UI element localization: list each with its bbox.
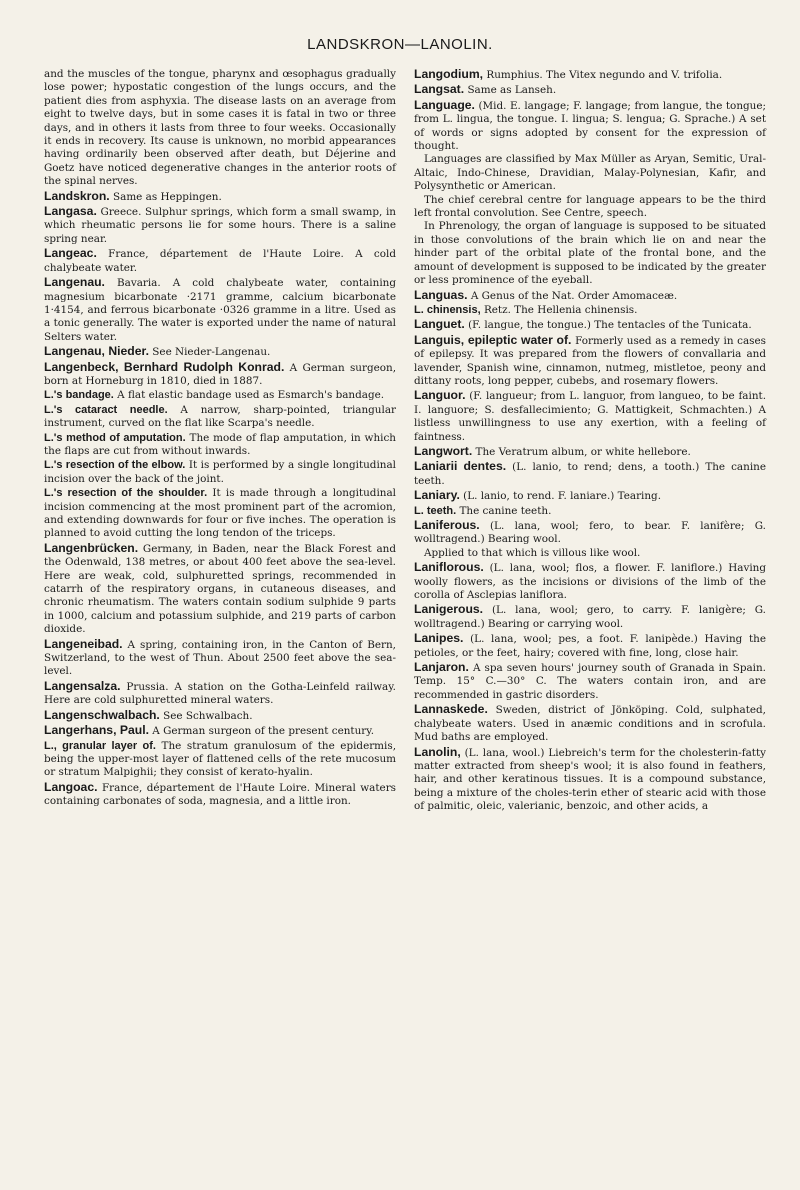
entry-headword: Langeac. (44, 246, 97, 261)
entry-headword: Lanipes. (414, 631, 464, 646)
entry-definition: (L. lanio, to rend. F. laniare.) Tearing. (463, 490, 662, 503)
entry-definition: It is made through a longitudinal incision commencing at the most prominent part of the acromion, and extending downwards for four or five inches. The operation is planned to avoid cutting the long tendon of the triceps. (44, 487, 396, 540)
entry-headword: Languis, epileptic water of. (414, 332, 572, 347)
entry-definition: A Genus of the Nat. Order Amomaceæ. (470, 289, 678, 302)
dictionary-entry (414, 445, 766, 459)
entry-definition: Prussia. A station on the Gotha-Leinfeld railway. Here are cold sulphuretted mineral waters. (44, 680, 396, 707)
entry-definition: (Mid. E. langage; F. langage; from langue, the tongue; from L. lingua, the tongue. I. lingua; S. lengua; G. Sprache.) A set of words or signs adopted by consent for the expression of thought. (414, 99, 767, 153)
dictionary-entry (414, 318, 766, 332)
entry-paragraph: The chief cerebral centre for language appears to be the third left frontal convolution. See Centre, speech. (414, 193, 766, 220)
entry-definition: (F. langue, the tongue.) The tentacles of the Tunicata. (468, 319, 752, 332)
dictionary-entry (44, 205, 396, 246)
dictionary-entry (414, 68, 766, 82)
entry-headword: L.'s resection of the shoulder. (44, 487, 208, 500)
entry-headword: Laniarii dentes. (414, 459, 507, 474)
entry-headword: Langenau. (44, 275, 105, 290)
entry-headword: Lannaskede. (414, 702, 488, 717)
dictionary-entry (414, 334, 766, 389)
dictionary-entry (44, 247, 396, 275)
dictionary-entry (414, 746, 766, 814)
entry-headword: Language. (414, 97, 475, 112)
entry-paragraph: Languages are classified by Max Müller as Aryan, Semitic, Ural-Altaic, Indo-Chinese, Dravidian, Malay-Polynesian, Kafir, and Polysynthetic or American. (414, 153, 766, 193)
dictionary-entry (44, 68, 396, 189)
dictionary-entry (44, 724, 396, 738)
entry-definition: Bavaria. A cold chalybeate water, containing magnesium bicarbonate ·2171 gramme, calcium bicarbonate 1·4154, and ferrous bicarbonate ·0326 gramme in a litre. Used as a tonic generally. The water is exported under the name of natural Selters water. (44, 277, 396, 343)
dictionary-entry (44, 361, 396, 389)
entry-definition: France, département de l'Haute Loire. Mineral waters containing carbonates of soda, magnesia, and a little iron. (44, 781, 396, 808)
entry-definition: (L. lanio, to rend; dens, a tooth.) The canine teeth. (414, 461, 766, 487)
dictionary-entry (414, 83, 766, 97)
entry-headword: Languet. (414, 317, 465, 332)
dictionary-entry (44, 781, 396, 809)
dictionary-entry (414, 389, 766, 444)
entry-definition: The mode of flap amputation, in which the flaps are cut from without inwards. (44, 431, 396, 457)
entry-definition: Rumphius. The Vitex negundo and V. trifolia. (486, 69, 723, 81)
entry-definition: Greece. Sulphur springs, which form a small swamp, in which rheumatic persons lie for some hours. There is a saline spring near. (44, 206, 396, 245)
dictionary-entry (44, 345, 396, 359)
entry-definition: Sweden, district of Jönköping. Cold, sulphated, chalybeate waters. Used in anæmic conditions and in scrofula. Mud baths are employed. (414, 704, 766, 744)
entry-definition: A spa seven hours' journey south of Granada in Spain. Temp. 15° C.—30° C. The waters contain iron, and are recommended in gastric disorders. (414, 662, 766, 701)
dictionary-entry (44, 432, 396, 459)
entry-definition: Germany, in Baden, near the Black Forest and the Odenwald, 138 metres, or about 400 feet above the sea-level. Here are weak, cold, sulphuretted springs, recommended in catarrh of the respiratory organs, in cutaneous diseases, and chronic rheumatism. The waters contain sodium sulphide 9 parts in 1000, calcium and potassium sulphide, and 219 parts of carbon dioxide. (44, 542, 396, 636)
entry-headword: Langenbeck, Bernhard Rudolph Konrad. (44, 359, 285, 374)
dictionary-entry (44, 542, 396, 637)
entry-headword: Laniflorous. (414, 560, 484, 575)
entry-definition: A narrow, sharp-pointed, triangular instrument, curved on the flat like Scarpa's needle. (44, 403, 396, 430)
entry-definition: See Nieder-Langenau. (152, 346, 271, 359)
entry-definition: A German surgeon of the present century. (152, 725, 375, 738)
entry-definition: (L. lana, wool; flos, a flower. F. laniflore.) Having woolly flowers, as the incisions or divisions of the limb of the corolla of Asclepias laniflora. (414, 562, 766, 602)
entry-definition: and the muscles of the tongue, pharynx and œsophagus gradually lose power; hypostatic congestion of the lungs occurs, and the patient dies from asphyxia. The disease lasts on an average from eight to twelve days, but in some cases it is fatal in two or three days, and in others it lasts from three to four weeks. Occasionally it ends in recovery. Its cause is unknown, no morbid appearances having ordinarily been observed after death, but Déjerine and Goetz have noticed degenerative changes in the anterior roots of the spinal nerves. (44, 68, 396, 188)
entry-headword: L.'s bandage. (44, 389, 114, 402)
entry-headword: Langensalza. (44, 678, 121, 693)
entry-headword: Languas. (414, 287, 468, 302)
entry-headword: Langsat. (414, 82, 465, 97)
dictionary-entry (414, 561, 766, 602)
entry-headword: L.'s resection of the elbow. (44, 459, 186, 472)
dictionary-entry (414, 603, 766, 631)
dictionary-entry (414, 519, 766, 560)
entry-headword: L., granular layer of. (44, 739, 156, 752)
entry-headword: Laniferous. (414, 518, 480, 532)
dictionary-entry (44, 404, 396, 431)
entry-headword: Lanigerous. (414, 602, 484, 617)
entry-definition: A flat elastic bandage used as Esmarch's bandage. (117, 389, 385, 402)
entry-definition: Formerly used as a remedy in cases of epilepsy. It was prepared from the flowers of convallaria and lavender, Spanish wine, cinnamon, nutmeg, mistletoe, peony and dittany roots, long pepper, cubebs, and rosemary flowers. (414, 334, 766, 387)
entry-headword: Lanjaron. (414, 660, 469, 675)
dictionary-entry (414, 632, 766, 660)
entry-definition: See Schwalbach. (163, 709, 253, 722)
entry-headword: Langenau, Nieder. (44, 344, 149, 359)
dictionary-entry (44, 190, 396, 204)
entry-headword: Langeneibad. (44, 636, 123, 651)
entry-headword: Langwort. (414, 443, 473, 458)
left-column (44, 68, 396, 810)
entry-paragraph: In Phrenology, the organ of language is supposed to be situated in those convolutions of the brain which lie on and near the hinder part of the orbital plate of the frontal bone, and the amount of development is supposed to be indicated by the greater or less prominence of the eyeball. (414, 220, 766, 287)
dictionary-entry (44, 680, 396, 708)
dictionary-entry (44, 389, 396, 402)
entry-headword: Languor. (414, 388, 466, 403)
entry-headword: Langodium, (414, 67, 484, 81)
dictionary-entry (44, 740, 396, 780)
entry-headword: L.'s method of amputation. (44, 431, 186, 444)
entry-definition: (F. langueur; from L. languor, from langueo, to be faint. I. languore; S. desfallecimiento; G. Mattigkeit, Schmachten.) A listless unwillingness to use any exertion, with a feeling of faintness. (414, 390, 766, 443)
dictionary-entry (414, 703, 766, 744)
entry-definition: Retz. The Hellenia chinensis. (483, 303, 638, 316)
entry-definition: The Veratrum album, or white hellebore. (475, 445, 691, 458)
entry-definition: The stratum granulosum of the epidermis, being the upper-most layer of flattened cells of the rete mucosum or stratum Malpighii; they consist of kerato-hyalin. (44, 739, 396, 779)
entry-headword: Langerhans, Paul. (44, 723, 149, 738)
dictionary-entry (414, 505, 766, 518)
dictionary-entry (414, 460, 766, 488)
entry-definition: A spring, containing iron, in the Canton of Bern, Switzerland, to the west of Thun. About 2500 feet above the sea-level. (44, 638, 396, 678)
dictionary-entry (414, 489, 766, 503)
entry-headword: Lanolin, (414, 744, 461, 759)
dictionary-entry (414, 661, 766, 702)
dictionary-entry (44, 709, 396, 723)
entry-definition: Same as Heppingen. (113, 190, 222, 203)
entry-definition: A German surgeon, born at Horneburg in 1810, died in 1887. (44, 361, 396, 387)
dictionary-entry (44, 459, 396, 486)
entry-headword: Laniary. (414, 488, 460, 503)
entry-headword: Langasa. (44, 204, 97, 219)
entry-headword: Langoac. (44, 779, 98, 794)
dictionary-entry (414, 99, 766, 288)
entry-definition: (L. lana, wool; pes, a foot. F. lanipède.) Having the petioles, or the feet, hairy; covered with fine, long, close hair. (414, 633, 766, 659)
dictionary-entry (414, 304, 766, 317)
dictionary-entry (44, 276, 396, 344)
dictionary-entry (44, 638, 396, 679)
dictionary-entry (414, 289, 766, 303)
entry-definition: Same as Lanseh. (467, 84, 557, 97)
entry-headword: Langenschwalbach. (44, 707, 160, 722)
entry-definition: It is performed by a single longitudinal incision over the back of the joint. (44, 459, 396, 485)
entry-headword: Landskron. (44, 188, 110, 203)
entry-definition: (L. lana, wool; gero, to carry. F. lanigère; G. wolltragend.) Bearing or carrying wool. (414, 604, 766, 630)
entry-definition: The canine teeth. (459, 504, 552, 517)
entry-definition: France, département de l'Haute Loire. A cold chalybeate water. (44, 248, 396, 274)
running-header: LANDSKRON—LANOLIN. (307, 36, 493, 53)
entry-headword: Langenbrücken. (44, 540, 139, 555)
dictionary-entry (44, 487, 396, 541)
entry-headword: L. teeth. (414, 504, 457, 517)
entry-headword: L. chinensis, (414, 303, 481, 316)
entry-definition: (L. lana, wool.) Liebreich's term for the cholesterin-fatty matter extracted from sheep's wool; it is also found in feathers, hair, and other keratinous tissues. It is a compound substance, being a mixture of the choles-terin ether of stearic acid with those of palmitic, oleic, valerianic, benzoic, and other acids, a (414, 746, 766, 813)
entry-headword: L.'s cataract needle. (44, 403, 168, 416)
entry-paragraph: Applied to that which is villous like wool. (424, 546, 641, 559)
entry-definition: (L. lana, wool; fero, to bear. F. lanifère; G. wolltragend.) Bearing wool. (414, 520, 766, 546)
right-column (414, 68, 766, 815)
